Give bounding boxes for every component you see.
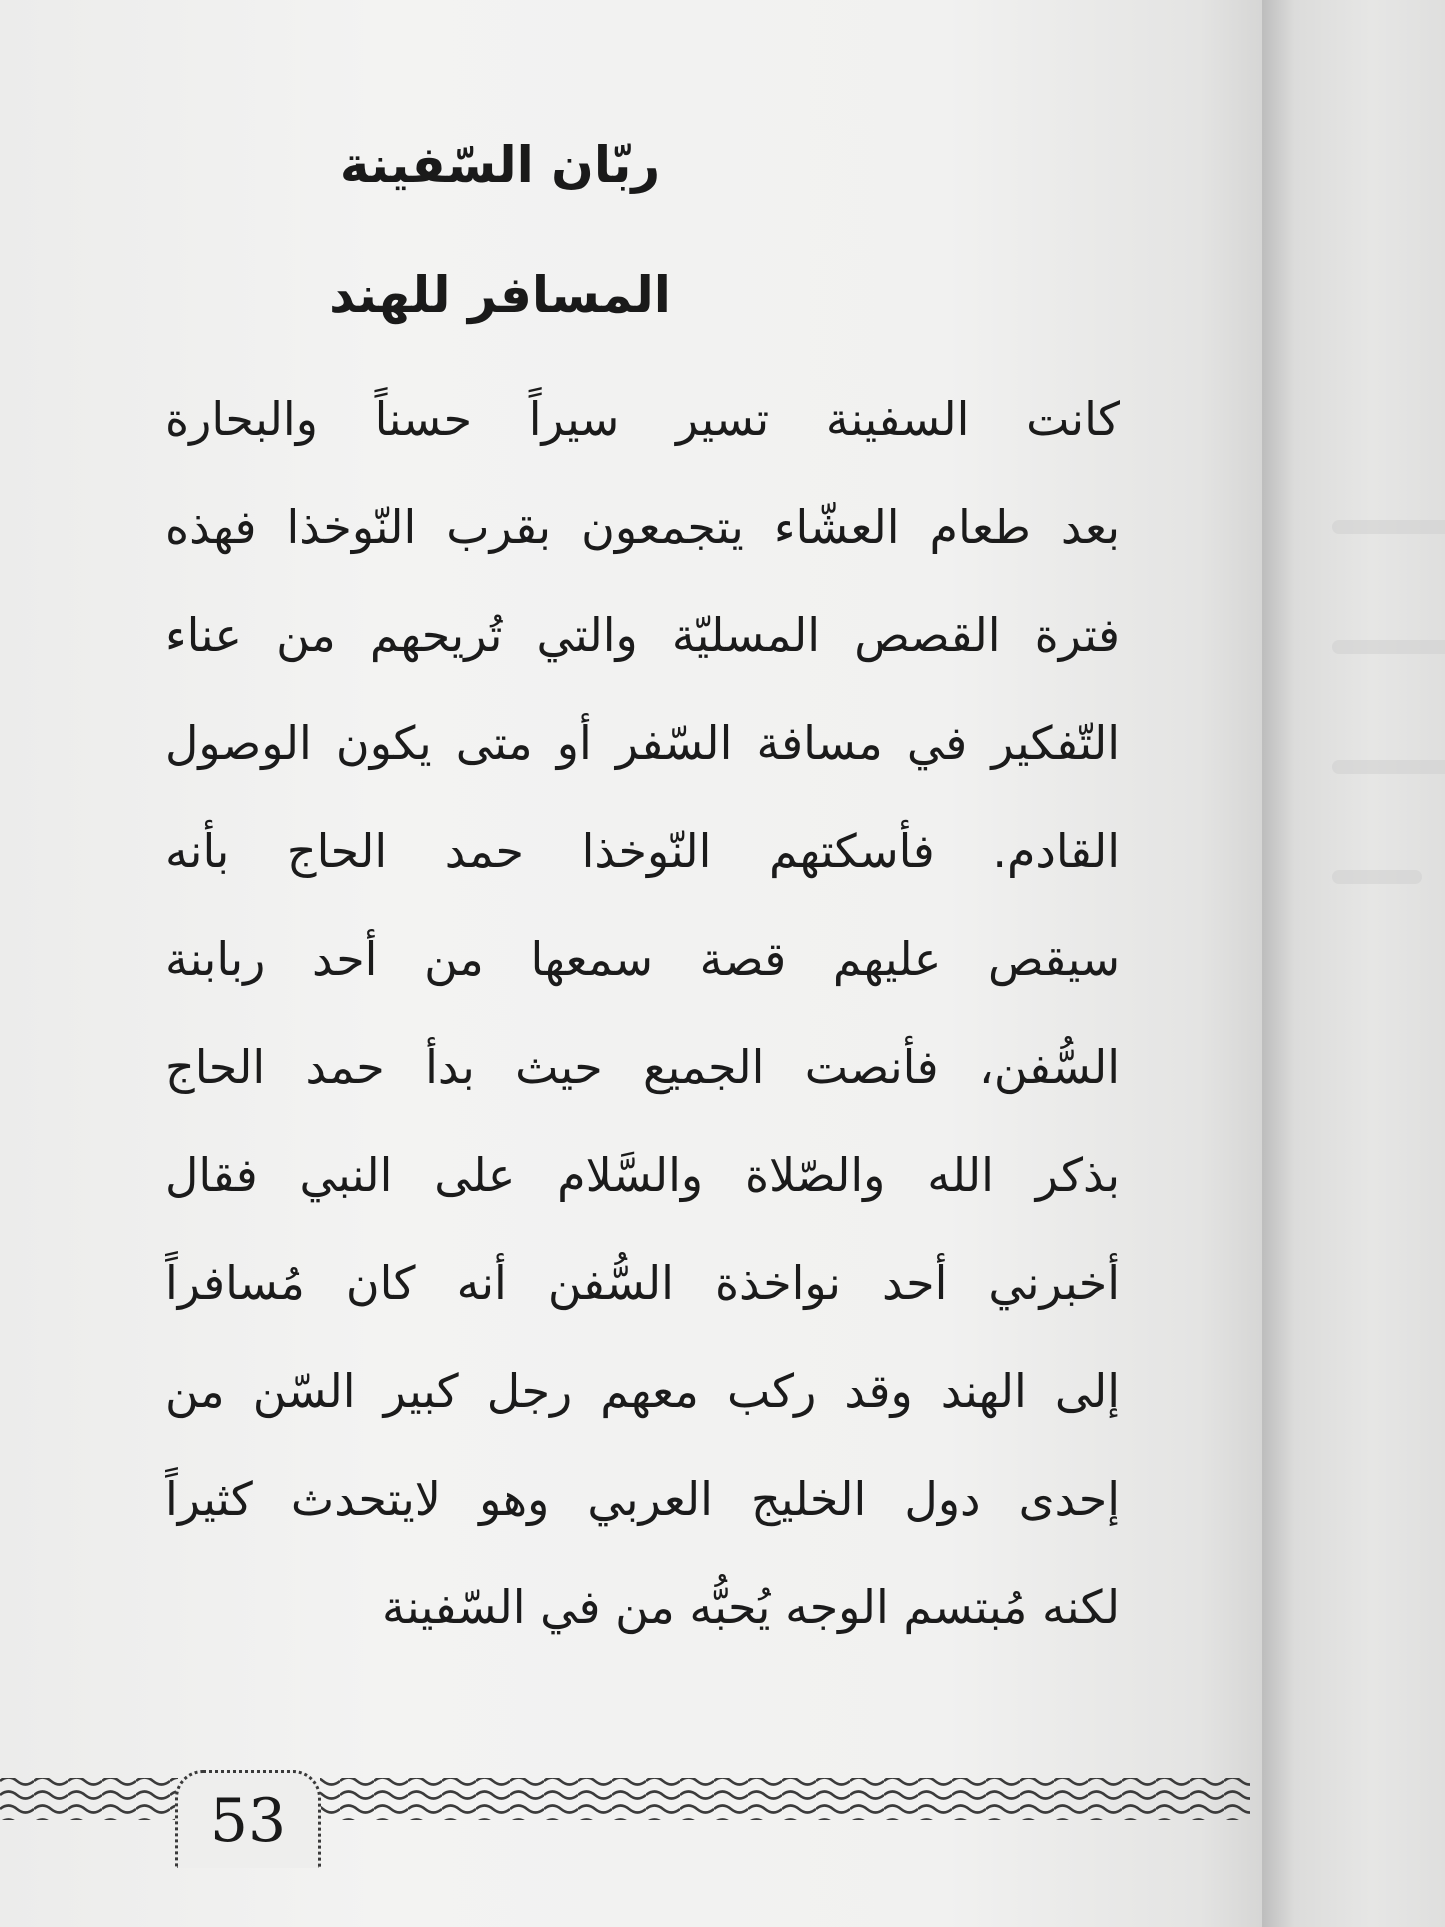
text-line: إحدى دول الخليج العربي وهو لايتحدث كثيراً [165,1472,1120,1526]
text-line: كانت السفينة تسير سيراً حسناً والبحارة [165,392,1120,446]
text-line: سيقص عليهم قصة سمعها من أحد ربابنة [165,932,1120,986]
text-line: السُّفن، فأنصت الجميع حيث بدأ حمد الحاج [165,1040,1120,1094]
page-number: 53 [209,1786,287,1856]
next-page-edge [1262,0,1445,1927]
text-line: التّفكير في مسافة السّفر أو متى يكون الوصول [165,716,1120,770]
text-line: القادم. فأسكتهم النّوخذا حمد الحاج بأنه [165,824,1120,878]
text-line: بعد طعام العشّاء يتجمعون بقرب النّوخذا فهذه [165,500,1120,554]
text-line: بذكر الله والصّلاة والسَّلام على النبي فقال [165,1148,1120,1202]
text-line: لكنه مُبتسم الوجه يُحبُّه من في السّفينة [382,1580,1120,1634]
chapter-title: ربّان السّفينة [339,136,661,194]
text-line: فترة القصص المسليّة والتي تُريحهم من عناء [165,608,1120,662]
body-text [165,365,1120,1661]
text-line: أخبرني أحد نواخذة السُّفن أنه كان مُسافراً [165,1256,1120,1310]
page-footer [0,1760,1262,1880]
page-number-frame [175,1770,321,1868]
chapter-subtitle: المسافر للهند [329,266,671,324]
text-line: إلى الهند وقد ركب معهم رجل كبير السّن من [165,1364,1120,1418]
